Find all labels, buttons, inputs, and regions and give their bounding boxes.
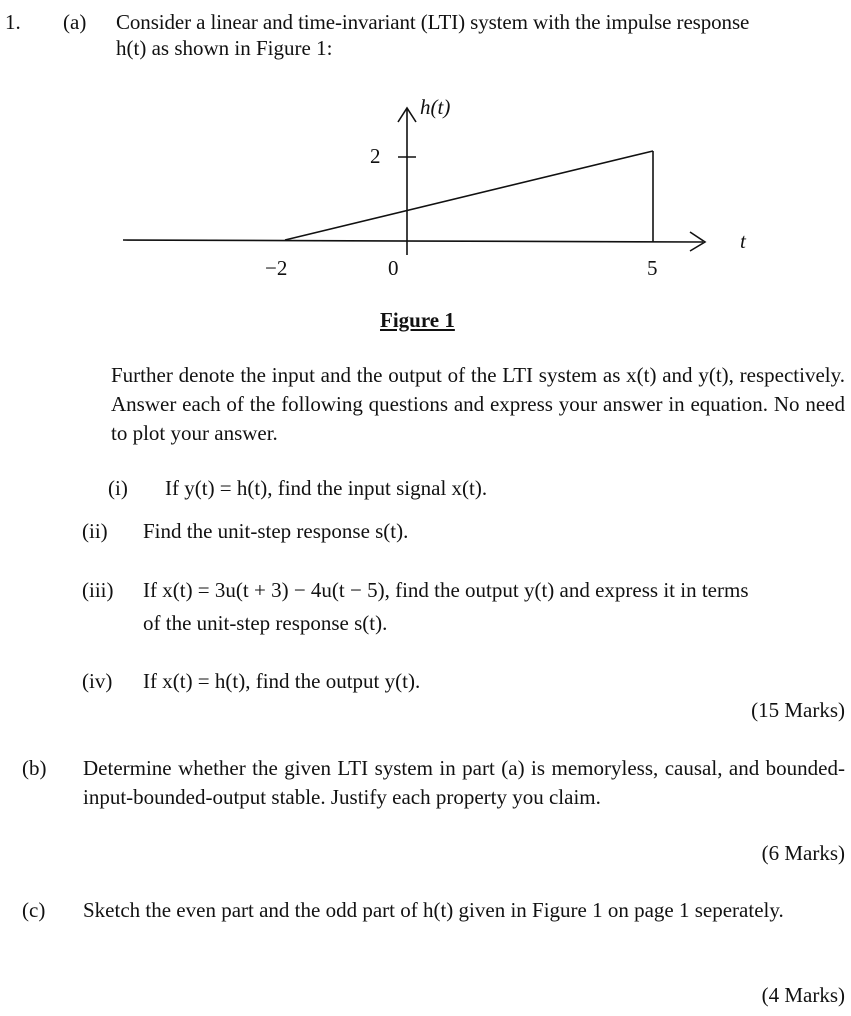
item-i-text: If y(t) = h(t), find the input signal x(t). xyxy=(165,476,488,500)
item-ii-label: (ii) xyxy=(82,519,108,543)
part-a-paragraph: Further denote the input and the output of the LTI system as x(t) and y(t), respectively. Answer each of the following questions and express your answer in equation. No need to plot your answer. xyxy=(111,363,845,445)
item-i-label: (i) xyxy=(108,476,128,500)
part-b-marks: (6 Marks) xyxy=(761,841,845,865)
part-a-intro-line2: h(t) as shown in Figure 1: xyxy=(116,36,333,60)
item-iii-label: (iii) xyxy=(82,578,114,602)
question-number: 1. xyxy=(5,10,21,34)
figure-1-plot xyxy=(0,0,851,300)
figure-caption: Figure 1 xyxy=(380,308,455,332)
item-iii-text-line2: of the unit-step response s(t). xyxy=(143,611,388,635)
part-b-text: Determine whether the given LTI system in part (a) is memoryless, causal, and bounded-input-bounded-output stable. Justify each property you claim. xyxy=(83,756,845,809)
h-axis-label: h(t) xyxy=(420,95,451,119)
item-iv-text: If x(t) = h(t), find the output y(t). xyxy=(143,669,421,693)
part-c-text: Sketch the even part and the odd part of h(t) given in Figure 1 on page 1 seperately. xyxy=(83,898,784,922)
t-axis-label: t xyxy=(740,229,746,253)
part-b-label: (b) xyxy=(22,756,47,780)
x-tick-label-neg2: −2 xyxy=(265,256,288,280)
item-ii-text: Find the unit-step response s(t). xyxy=(143,519,409,543)
part-c-label: (c) xyxy=(22,898,46,922)
x-tick-label-0: 0 xyxy=(388,256,399,280)
part-a-intro-line1: Consider a linear and time-invariant (LTI) system with the impulse response xyxy=(116,10,750,34)
part-a-label: (a) xyxy=(63,10,87,34)
item-iii-text: If x(t) = 3u(t + 3) − 4u(t − 5), find the output y(t) and express it in terms xyxy=(143,578,749,602)
part-a-marks: (15 Marks) xyxy=(751,698,845,722)
part-c-marks: (4 Marks) xyxy=(761,983,845,1007)
y-tick-label-2: 2 xyxy=(370,144,381,168)
t-axis xyxy=(123,240,703,242)
item-iv-label: (iv) xyxy=(82,669,113,693)
x-tick-label-5: 5 xyxy=(647,256,658,280)
ramp-line xyxy=(285,151,653,240)
